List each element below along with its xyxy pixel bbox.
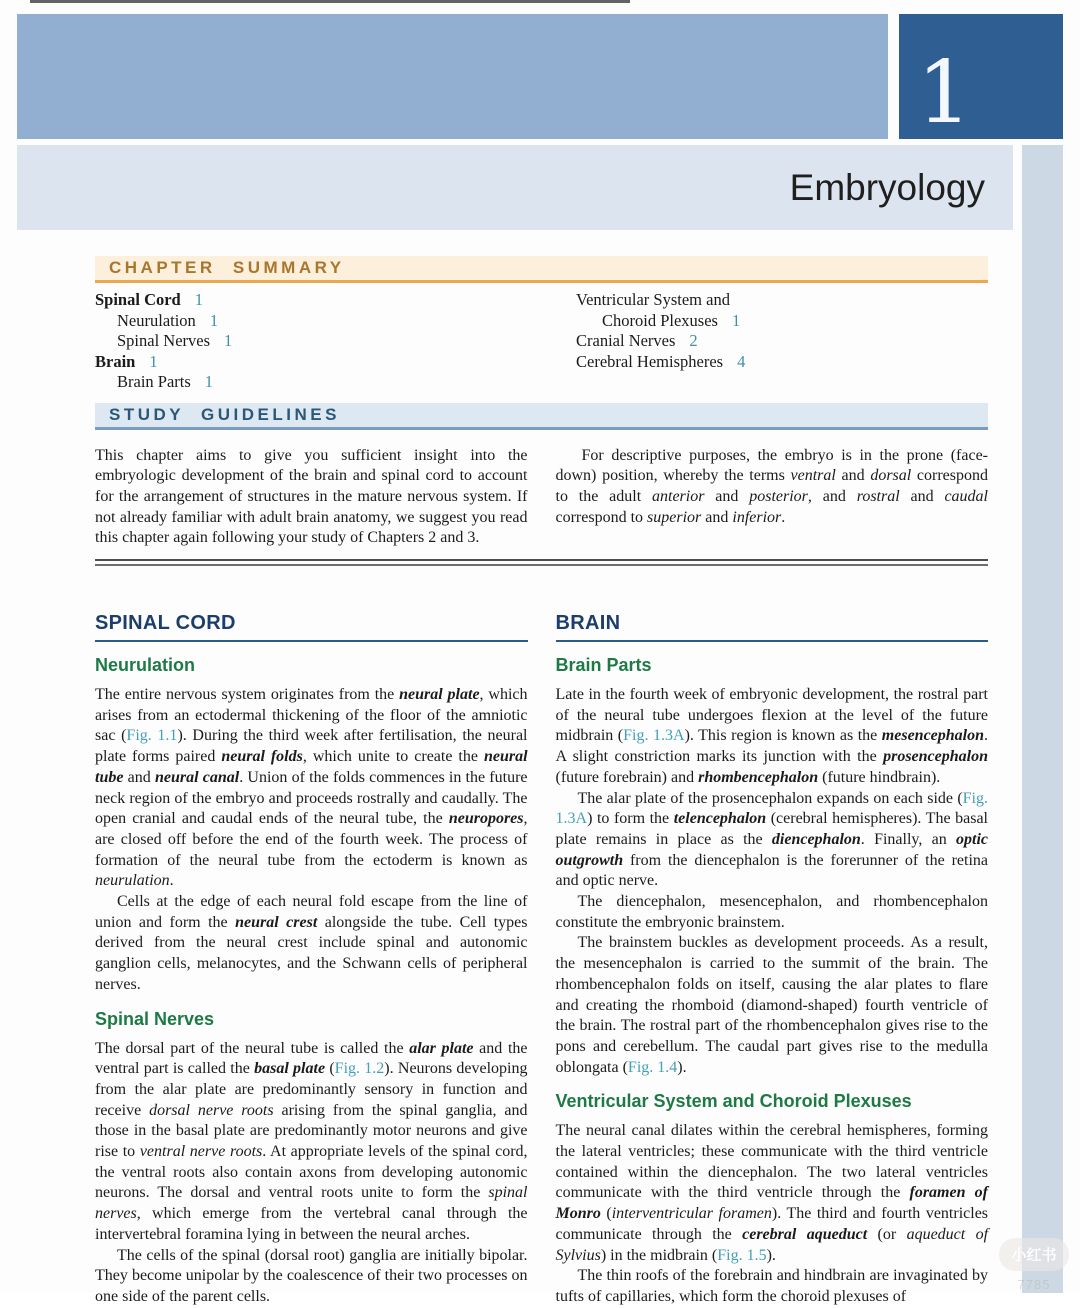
figure-reference[interactable]: Fig. 1.5 [717,1246,767,1264]
study-guidelines-heading: STUDY GUIDELINES [109,404,340,424]
text-segment: dorsal [870,467,912,485]
text-segment: (future hindbrain). [818,768,941,786]
chapter-title-strip [17,145,1013,230]
summary-entry-label: Choroid Plexuses [602,310,718,330]
text-segment: , which unite to create the [302,748,484,766]
text-segment: superior [647,508,702,526]
text-segment: The cells of the spinal (dorsal root) ganglia are initially bipolar. They become unipolar by the coalescence of their two processes on one side of the parent cells. [95,1246,528,1305]
page-number: 2 [689,331,698,350]
section-divider [95,559,988,566]
summary-entry-label: Neurulation [117,310,196,330]
paragraph [556,685,989,789]
xiaohongshu-logo-badge: 小红书 [999,1238,1068,1271]
right-margin-strip [1022,145,1063,1293]
text-segment: (or [867,1225,907,1243]
text-segment: ). [766,1246,776,1264]
text-segment: ( [325,1060,335,1078]
text-segment: ). During the third week after fertilisation, the neural plate forms paired [95,727,528,766]
watermark-id: 7785 [1017,1277,1051,1292]
summary-entry-label: Ventricular System and [576,290,730,309]
chapter-summary [95,290,988,393]
text-segment: neural plate [399,686,480,704]
text-segment: The neural canal dilates within the cerebral hemispheres, forming the lateral ventricles; these communicate with the third ventricle contained within the diencephalon. The two lateral ventricles communicate with the third ventricle through the [555,1122,988,1202]
text-segment: . At appropriate levels of the spinal cord, the ventral roots also contain axons from developing autonomic neurons. The dorsal and ventral roots unite to form the [95,1143,528,1202]
text-segment: neural crest [235,913,318,931]
summary-entry[interactable] [117,311,528,332]
text-segment: neural tube [95,748,528,786]
paragraph [556,446,989,529]
page-content [95,256,988,1308]
summary-entry-label: Spinal Cord [95,290,181,309]
section-heading: SPINAL CORD [95,612,528,642]
text-segment: ) to form the [587,810,674,828]
text-segment: posterior [749,487,808,505]
chapter-number: 1 [917,42,972,143]
paragraph [95,892,528,996]
text-segment: telencephalon [673,810,767,828]
text-segment: arising from the spinal ganglia, and those in the basal plate are predominantly motor neurons and give rise to [95,1101,528,1161]
text-segment: The brainstem buckles as development proceeds. As a result, the mesencephalon is carried to the summit of the brain. The rhombencephalon folds on itself, causing the alar plates to flare and creating the rhomboid (diamond-shaped) fourth ventricle of the brain. The rostral part of the rhombencephalon gives rise to the pons and cerebellum. The caudal part gives rise to the medulla oblongata ( [555,934,988,1076]
study-guidelines [95,446,988,550]
main-left-column [95,612,528,1308]
text-segment: alar plate [409,1039,474,1057]
subsection-heading: Ventricular System and Choroid Plexuses [555,1091,912,1112]
text-segment: ). The third and fourth ventricles communicate through the [555,1205,989,1243]
text-segment: ). [677,1058,687,1076]
figure-reference[interactable]: Fig. 1.1 [126,727,178,745]
text-segment: . A slight constriction marks its junction with the [555,727,989,766]
text-segment: The dorsal part of the neural tube is called the [95,1039,410,1057]
text-segment: . [169,872,174,890]
text-segment: interventricular foramen [611,1205,772,1223]
page-number: 1 [209,310,219,330]
summary-entry-label: Cerebral Hemispheres [576,351,724,371]
text-segment: mesencephalon [881,727,985,745]
text-segment: spinal nerves [95,1184,528,1223]
text-segment: , are closed off before the end of the fourth week. The process of formation of the neural tube from the ectoderm is known as [95,810,528,869]
text-segment: Cells at the edge of each neural fold escape from the line of union and form the [95,893,528,931]
summary-entry[interactable] [95,290,528,311]
chapter-number-box [899,14,1063,143]
text-segment: For descriptive purposes, the embryo is in the prone (face-down) position, whereby the terms [555,446,988,485]
page-number: 1 [204,372,214,391]
text-segment: aqueduct of Sylvius [555,1225,989,1264]
text-segment: foramen of Monro [555,1184,989,1223]
text-segment: and [123,768,155,786]
text-segment: and [899,487,945,505]
text-segment: from the diencephalon is the forerunner of the retina and optic nerve. [555,851,988,890]
summary-entry[interactable] [576,290,988,331]
page-number: 1 [149,351,158,371]
paragraph [556,1266,989,1307]
paragraph [556,1121,989,1266]
paragraph [95,685,528,892]
paragraph [95,1246,528,1308]
summary-entry-label: Brain Parts [117,372,191,391]
page-number: 1 [224,331,233,350]
text-segment: , which arises from an ectodermal thickening of the floor of the amniotic sac ( [95,686,528,745]
text-segment: cerebral aqueduct [742,1225,868,1243]
text-segment: . [781,508,786,526]
subsection-heading: Neurulation [95,655,196,676]
text-segment: ventral [790,467,836,485]
text-segment: ) in the midbrain ( [600,1246,718,1264]
summary-entry-label: Brain [95,351,136,371]
xiaohongshu-watermark [994,1238,1074,1292]
section-heading: BRAIN [556,612,989,642]
text-segment: optic outgrowth [555,830,988,869]
text-segment: neuropores [448,810,524,828]
text-segment: (cerebral hemispheres). The basal plate remains in place as the [555,810,988,848]
summary-entry-label: Spinal Nerves [117,331,211,350]
page-number: 4 [737,351,746,371]
text-segment: rhombencephalon [698,768,819,786]
text-segment: , and [807,487,857,505]
text-segment: alongside the tube. Cell types derived from the neural crest include spinal and autonomic ganglion cells, melanocytes, and the Schwann cells of peripheral nerves. [95,913,528,993]
text-segment: ventral nerve roots [139,1143,263,1161]
text-segment: Late in the fourth week of embryonic development, the rostral part of the neural tube undergoes flexion at the level of the future midbrain ( [555,686,988,745]
study-guidelines-right-column [556,446,989,550]
study-guidelines-header [95,403,988,430]
text-segment: The thin roofs of the forebrain and hindbrain are invaginated by tufts of capillaries, which form the choroid plexuses of [555,1267,988,1305]
text-segment: correspond to [555,508,648,526]
text-segment: (future forebrain) and [555,768,699,786]
figure-reference[interactable]: Fig. 1.2 [334,1060,385,1078]
summary-entry[interactable] [576,352,988,373]
summary-entry[interactable] [117,372,528,393]
paragraph [95,446,528,550]
scan-artifact-line [30,0,630,3]
subsection-heading: Brain Parts [555,655,652,676]
text-segment: rostral [856,487,900,505]
paragraph [556,789,989,893]
text-segment: , which emerge from the vertebral canal through the intervertebral foramina lying in between the neural arches. [95,1205,528,1243]
figure-reference[interactable]: Fig. 1.3A [623,727,685,745]
text-segment: and [701,508,733,526]
summary-entry[interactable] [95,352,528,373]
text-segment: and [835,467,871,485]
chapter-summary-heading: CHAPTER SUMMARY [109,258,345,277]
study-guidelines-left-column [95,446,528,550]
page-number: 1 [731,310,741,330]
page-number: 1 [194,290,203,309]
text-segment: neural folds [221,748,303,766]
paragraph [95,1039,528,1246]
text-segment: This chapter aims to give you sufficient insight into the embryologic development of the brain and spinal cord to account for the arrangement of structures in the mature nervous system. If not already familiar with adult brain anatomy, we suggest you read this chapter again following your study of Chapters 2 and 3. [95,446,528,547]
text-segment: and [704,487,750,505]
summary-entry[interactable] [576,331,988,352]
text-segment: dorsal nerve roots [149,1101,274,1119]
text-segment: and the ventral part is called the [95,1039,528,1078]
main-right-column [556,612,989,1308]
text-segment: prosencephalon [883,748,988,766]
text-segment: . Union of the folds commences in the future neck region of the embryo and proceeds rostrally and caudally. The open cranial and caudal ends of the neural tube, the [95,768,528,828]
text-segment: basal plate [254,1060,326,1078]
chapter-banner [17,14,888,139]
paragraph [556,933,989,1078]
text-segment: anterior [652,487,705,505]
main-text [95,612,988,1308]
text-segment: The diencephalon, mesencephalon, and rhombencephalon constitute the embryonic brainstem. [555,893,988,931]
chapter-summary-left-column [95,290,528,393]
text-segment: correspond to the adult [555,467,988,505]
text-segment: The alar plate of the prosencephalon expands on each side ( [577,789,963,807]
text-segment: ( [600,1205,612,1223]
summary-entry[interactable] [117,331,528,352]
summary-entry-label: Cranial Nerves [576,331,676,350]
chapter-summary-right-column [556,290,988,393]
text-segment: neurulation [95,872,170,890]
figure-reference[interactable]: Fig. 1.4 [627,1058,678,1076]
subsection-heading: Spinal Nerves [95,1008,215,1029]
chapter-summary-header [95,256,988,283]
text-segment: diencephalon [771,830,861,848]
text-segment: neural canal [154,768,240,786]
paragraph [556,892,989,933]
figure-reference[interactable]: Fig. 1.3A [555,789,988,828]
text-segment: ). This region is known as the [684,727,882,745]
text-segment: . Finally, an [860,830,956,848]
text-segment: ). Neurons developing from the alar plate are predominantly sensory in function and receive [95,1060,528,1119]
chapter-title: Embryology [789,166,985,208]
text-segment: The entire nervous system originates from the [95,686,400,704]
text-segment: inferior [732,508,782,526]
text-segment: caudal [944,487,988,505]
